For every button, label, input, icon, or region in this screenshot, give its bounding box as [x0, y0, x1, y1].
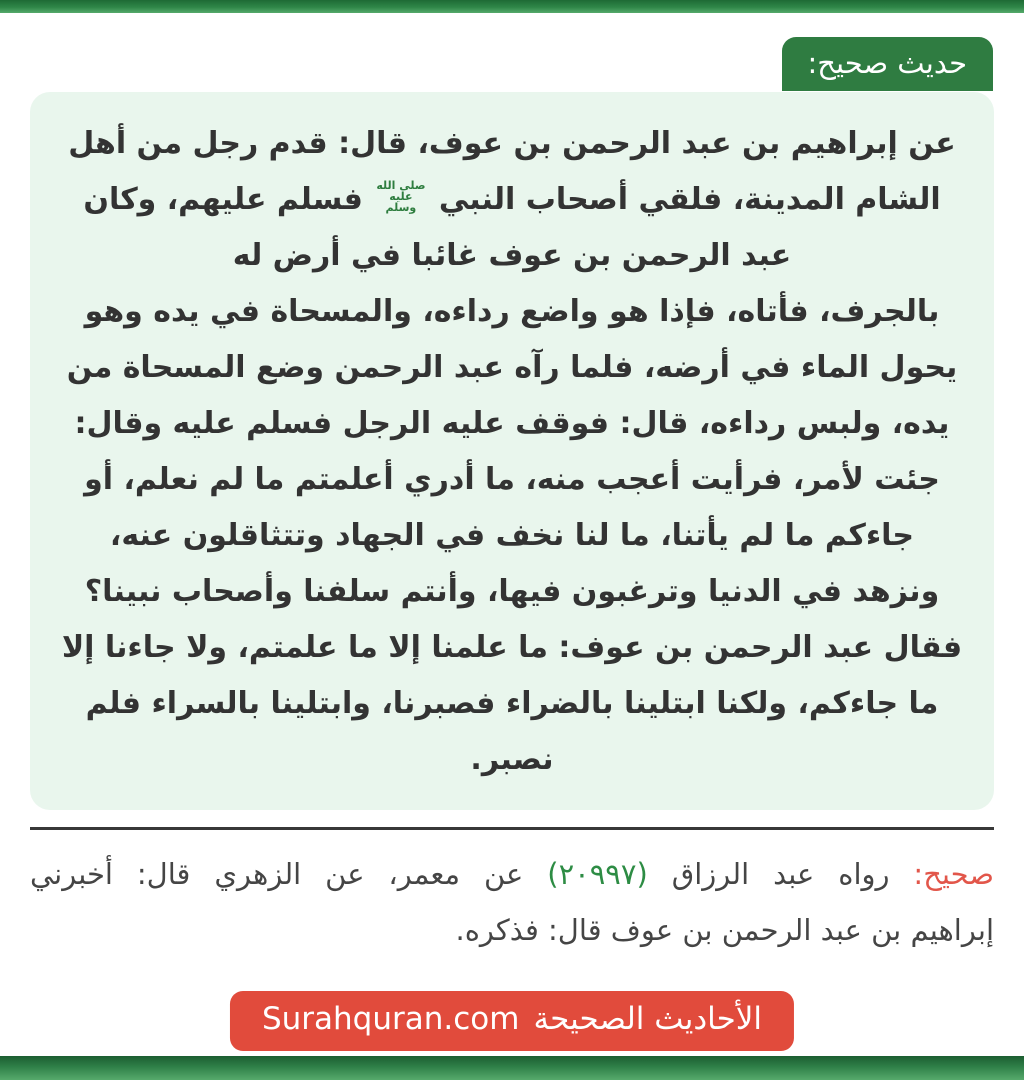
hadith-line: ما جاءكم، ولكنا ابتلينا بالضراء فصبرنا، وابتلينا بالسراء فلم	[85, 686, 939, 721]
hadith-grade-badge: حديث صحيح:	[782, 37, 994, 91]
site-banner[interactable]	[230, 991, 794, 1051]
citation-line-1	[30, 846, 994, 902]
divider-line	[30, 827, 994, 830]
hadith-line: جئت لأمر، فرأيت أعجب منه، ما أدري أعلمتم ما لم نعلم، أو	[84, 462, 940, 497]
hadith-line: عبد الرحمن بن عوف غائبا في أرض له	[232, 238, 792, 273]
hadith-line: يده، ولبس رداءه، قال: فوقف عليه الرجل فسلم عليه وقال:	[74, 406, 950, 441]
citation-block	[30, 846, 994, 958]
bottom-green-bar	[0, 1056, 1024, 1080]
hadith-line: نصبر.	[470, 742, 554, 777]
pbuh-symbol: صلى الله عليه وسلم	[376, 179, 426, 214]
hadith-line: فقال عبد الرحمن بن عوف: ما علمنا إلا ما علمتم، ولا جاءنا إلا	[61, 630, 963, 665]
hadith-line: عن إبراهيم بن عبد الرحمن بن عوف، قال: قدم رجل من أهل	[68, 126, 956, 161]
top-green-bar	[0, 0, 1024, 13]
banner-title: الأحاديث الصحيحة	[533, 1001, 763, 1037]
site-name: Surahquran.com	[261, 1001, 520, 1037]
hadith-line: ونزهد في الدنيا وترغبون فيها، وأنتم سلفنا وأصحاب نبينا؟	[84, 574, 940, 609]
citation-chain: عن معمر، عن الزهري قال: أخبرني	[30, 857, 524, 891]
hadith-line: جاءكم ما لم يأتنا، ما لنا نخف في الجهاد وتتثاقلون عنه،	[109, 518, 915, 553]
citation-line-2: إبراهيم بن عبد الرحمن بن عوف قال: فذكره.	[455, 913, 994, 947]
citation-source: رواه عبد الرزاق	[671, 857, 890, 891]
hadith-text-box	[30, 92, 994, 810]
grade-label: صحيح:	[913, 857, 995, 891]
hadith-number: (٢٠٩٩٧)	[547, 857, 648, 891]
hadith-line: بالجرف، فأتاه، فإذا هو واضع رداءه، والمسحاة في يده وهو	[84, 294, 940, 329]
hadith-line: الشام المدينة، فلقي أصحاب النبي صلى الله عليه وسلم فسلم عليهم، وكان	[83, 179, 941, 217]
hadith-line: يحول الماء في أرضه، فلما رآه عبد الرحمن وضع المسحاة من	[66, 350, 958, 385]
